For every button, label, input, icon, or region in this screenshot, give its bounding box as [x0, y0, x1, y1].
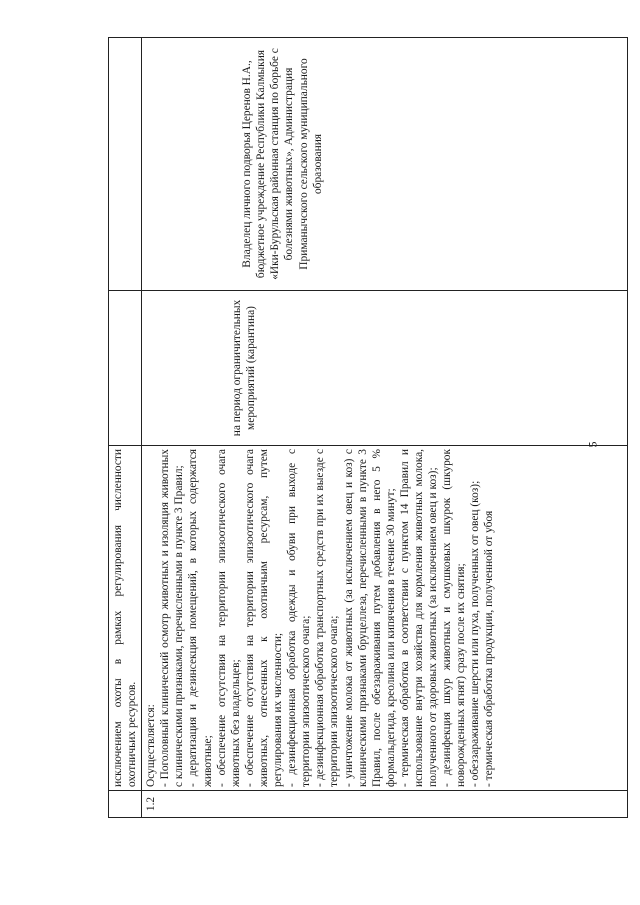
measures-intro: Осуществляется:: [145, 704, 158, 787]
list-item: - дезинфекционная обработка транспортных средств при их выезде с территории эпизоотического очага;: [314, 449, 341, 787]
list-item: - обеспечение отсутствия на территории эпизоотического очага животных без владельцев;: [215, 449, 242, 787]
responsible-cell: [109, 38, 142, 291]
measures-table: [108, 37, 628, 818]
responsible-cell: [142, 38, 628, 291]
measures-list-cell: [142, 446, 628, 791]
rotated-table-wrapper: [108, 38, 628, 818]
period-cell: [142, 291, 628, 446]
page-number: 5: [585, 441, 600, 448]
list-item: - термическая обработка продукции, полученной от убоя: [483, 510, 496, 787]
period-text: на период ограничительных мероприятий (карантина): [231, 299, 258, 437]
list-item: - обеззараживание шерсти или пуха, полученных от овец (коз);: [469, 480, 482, 787]
list-item: - термическая обработка в соответствии с пунктом 14 Правил и использование внутри хозяйства для кормления животных молока, полученного от здоровых животных (за исключением овец и коз);: [398, 449, 440, 787]
list-item: - дезинфекция шкур животных и смушковых шкурок (шкурок новорожденных ягнят) сразу после их снятия;: [441, 449, 468, 787]
list-item: - обеспечение отсутствия на территории эпизоотического очага животных, отнесенных к охотничьим ресурсам, путем регулирования их численности;: [243, 449, 285, 787]
list-item: - дератизация и дезинсекция помещений, в которых содержатся животные;: [187, 449, 214, 787]
row-number: [109, 791, 142, 818]
list-item: - Поголовный клинический осмотр животных и изоляция животных с клиническими признаками, перечисленными в пункте 3 Правил;: [159, 449, 186, 787]
table-row: [109, 38, 142, 818]
responsible-text: Владелец личного подворья Церенов Н.А., бюджетное учреждение Республики Калмыкия «Ики-Бурульская районная станция по борьбе с болезнями животных», Администрация Приманычского сельского муниципального образования: [241, 48, 324, 280]
list-item: - уничтожение молока от животных (за исключением овец и коз) с клиническими признаками бруцеллеза, перечисленными в пункте 3 Правил, после обеззараживания путем добавления в него 5 % формальдегида, креолина или кипячения в течение 30 минут;: [342, 449, 397, 787]
row-number: 1.2: [142, 791, 628, 818]
list-item: - дезинфекционная обработка одежды и обуви при выходе с территории эпизоотического очага;: [286, 449, 313, 787]
table-row: [142, 38, 628, 818]
period-cell: [109, 291, 142, 446]
measure-text: исключением охоты в рамках регулирования численности охотничьих ресурсов.: [109, 446, 142, 791]
